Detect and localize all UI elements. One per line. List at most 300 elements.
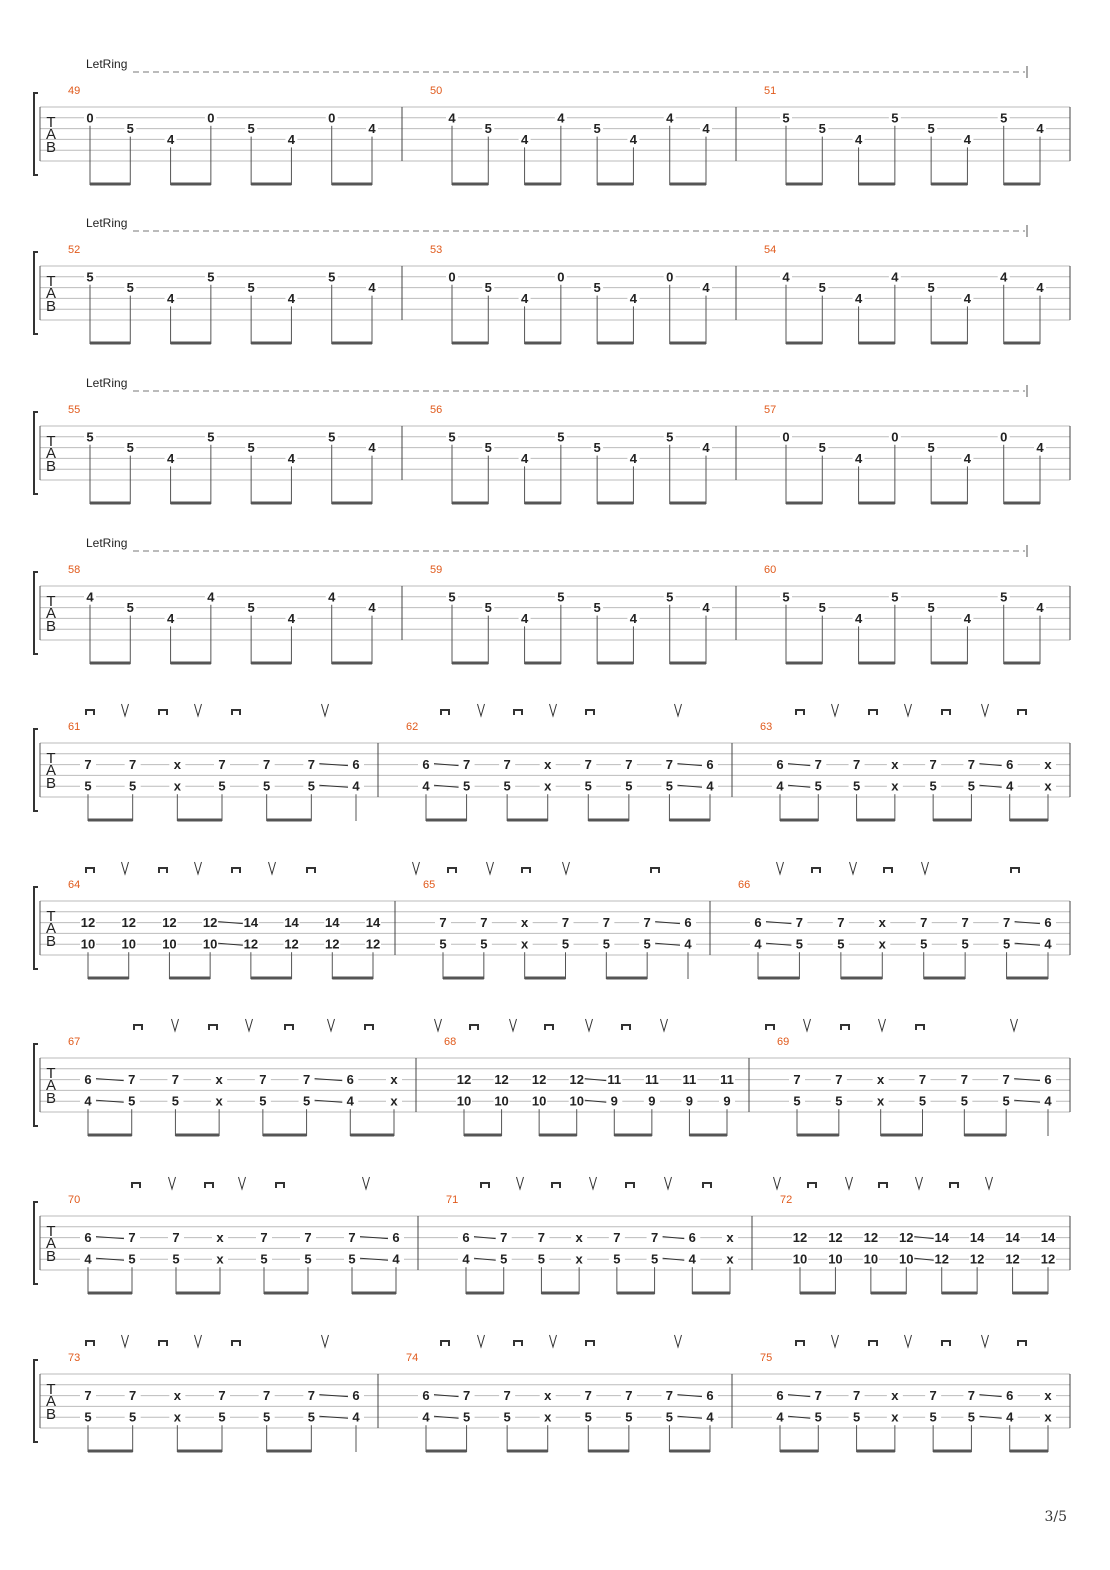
- tab-note: 7: [172, 1230, 180, 1246]
- upstroke-mark: [986, 1177, 993, 1189]
- tab-note: 7: [814, 757, 822, 773]
- measure-number: 65: [423, 879, 436, 891]
- tab-note: 5: [967, 1409, 976, 1425]
- tab-note: 5: [650, 1251, 659, 1267]
- dead-note: x: [216, 1251, 224, 1267]
- upstroke-mark: [246, 1019, 253, 1031]
- tab-note: 11: [682, 1072, 697, 1088]
- upstroke-mark: [517, 1177, 524, 1189]
- tab-note: 4: [963, 290, 972, 306]
- downstroke-mark: [766, 1025, 774, 1030]
- dead-note: x: [173, 757, 181, 773]
- upstroke-mark: [982, 1335, 989, 1347]
- upstroke-mark: [774, 1177, 781, 1189]
- downstroke-mark: [232, 1341, 240, 1346]
- measure-number: 68: [444, 1036, 457, 1048]
- tab-note: 5: [503, 778, 511, 794]
- tab-note: 10: [863, 1251, 879, 1267]
- downstroke-mark: [86, 1341, 94, 1346]
- downstroke-mark: [134, 1025, 142, 1030]
- downstroke-mark: [276, 1183, 284, 1188]
- upstroke-mark: [269, 862, 276, 874]
- system-bracket: [34, 1202, 38, 1284]
- tab-note: 7: [302, 1072, 311, 1088]
- letring-label: LetRing: [86, 536, 128, 550]
- tab-note: 12: [828, 1230, 843, 1246]
- tab-note: 4: [629, 610, 638, 626]
- tab-note: 12: [494, 1072, 509, 1088]
- downstroke-mark: [879, 1183, 887, 1188]
- tab-note: 12: [80, 915, 96, 931]
- tab-note: 5: [967, 778, 976, 794]
- tab-note: 4: [963, 131, 972, 147]
- tab-note: 5: [818, 600, 826, 616]
- dead-note: x: [390, 1072, 398, 1088]
- upstroke-mark: [122, 1335, 129, 1347]
- tab-note: 5: [247, 600, 255, 616]
- tab-note: 5: [129, 1409, 137, 1425]
- upstroke-mark: [122, 704, 129, 716]
- tab-note: 5: [891, 110, 899, 126]
- system-8: [34, 1177, 1070, 1294]
- upstroke-mark: [665, 1177, 672, 1189]
- tab-note: 6: [84, 1072, 92, 1088]
- tab-note: 4: [287, 290, 296, 306]
- tab-note: 7: [643, 915, 651, 931]
- tab-note: 7: [625, 1388, 633, 1404]
- tab-note: 9: [685, 1093, 694, 1109]
- tab-note: 5: [1000, 589, 1008, 605]
- tab-note: 10: [828, 1251, 843, 1267]
- downstroke-mark: [522, 868, 530, 873]
- upstroke-mark: [590, 1177, 597, 1189]
- system-3: [34, 376, 1070, 504]
- tab-note: 5: [247, 440, 255, 456]
- tab-note: 14: [243, 915, 259, 931]
- tab-note: 4: [207, 589, 215, 605]
- tab-note: 7: [920, 915, 928, 931]
- measure-number: 75: [760, 1352, 773, 1364]
- downstroke-mark: [441, 710, 449, 715]
- tab-note: 5: [448, 429, 456, 445]
- tab-note: 7: [503, 757, 511, 773]
- tab-note: 7: [918, 1072, 927, 1088]
- tab-note: 5: [207, 269, 215, 285]
- tab-note: 14: [365, 915, 381, 931]
- upstroke-mark: [675, 704, 682, 716]
- tab-note: 5: [920, 936, 928, 952]
- tab-note: 5: [929, 778, 937, 794]
- tab-note: 5: [666, 589, 674, 605]
- tab-note: 4: [86, 589, 94, 605]
- system-bracket: [34, 252, 38, 334]
- tab-note: 7: [171, 1072, 180, 1088]
- upstroke-mark: [846, 1177, 853, 1189]
- tab-note: 10: [121, 936, 136, 952]
- tab-note: 4: [462, 1251, 470, 1267]
- tab-note: 5: [126, 440, 134, 456]
- tab-note: 10: [569, 1093, 584, 1109]
- tab-note: 10: [456, 1093, 472, 1109]
- tab-note: 6: [422, 1388, 430, 1404]
- tab-note: 4: [706, 778, 714, 794]
- upstroke-mark: [239, 1177, 246, 1189]
- dead-note: x: [215, 1072, 223, 1088]
- dead-note: x: [544, 1388, 552, 1404]
- upstroke-mark: [413, 862, 420, 874]
- tab-note: 4: [520, 131, 529, 147]
- downstroke-mark: [950, 1183, 958, 1188]
- tab-note: 6: [352, 757, 360, 773]
- dead-note: x: [390, 1093, 398, 1109]
- tab-note: 7: [1002, 1072, 1010, 1088]
- tab-note: 9: [610, 1093, 618, 1109]
- tab-note: 5: [961, 936, 969, 952]
- measure-number: 52: [68, 244, 81, 256]
- tab-note: 7: [84, 757, 92, 773]
- tab-note: 5: [593, 440, 601, 456]
- tab-note: 12: [456, 1072, 472, 1088]
- tab-note: 0: [782, 429, 790, 445]
- tab-clef-b: B: [45, 298, 57, 315]
- tab-note: 6: [776, 1388, 784, 1404]
- tab-note: 12: [284, 936, 299, 952]
- tab-note: 4: [963, 610, 972, 626]
- tab-note: 4: [702, 280, 710, 296]
- tab-clef-b: B: [45, 618, 57, 635]
- tab-note: 5: [602, 936, 610, 952]
- tab-note: 4: [1036, 600, 1044, 616]
- tab-note: 5: [593, 600, 601, 616]
- tab-note: 5: [247, 280, 255, 296]
- tab-note: 6: [706, 1388, 714, 1404]
- tab-note: 5: [927, 121, 935, 137]
- tab-note: 5: [84, 778, 92, 794]
- tab-clef-t: T: [46, 273, 56, 290]
- tab-note: 10: [162, 936, 177, 952]
- dead-note: x: [575, 1251, 583, 1267]
- upstroke-mark: [586, 1019, 593, 1031]
- tab-note: 5: [537, 1251, 546, 1267]
- tab-clef-t: T: [46, 114, 56, 131]
- tab-note: 5: [818, 440, 826, 456]
- dead-note: x: [1044, 778, 1052, 794]
- downstroke-mark: [132, 1183, 140, 1188]
- tab-note: 7: [625, 757, 633, 773]
- tab-clef-t: T: [46, 433, 56, 450]
- tab-note: 5: [307, 1409, 315, 1425]
- tab-clef-a: A: [45, 1077, 57, 1094]
- tab-note: 4: [166, 610, 175, 626]
- tab-note: 5: [263, 778, 271, 794]
- tab-note: 7: [967, 1388, 976, 1404]
- upstroke-mark: [675, 1335, 682, 1347]
- tab-note: 5: [207, 429, 215, 445]
- system-4: [34, 536, 1070, 664]
- tab-clef-b: B: [45, 775, 57, 792]
- tab-note: 4: [776, 778, 784, 794]
- tab-note: 7: [852, 1388, 861, 1404]
- tab-note: 0: [1000, 429, 1008, 445]
- tab-note: 5: [171, 1093, 180, 1109]
- tab-note: 4: [166, 131, 175, 147]
- tab-clef-t: T: [46, 593, 56, 610]
- tab-note: 4: [352, 1409, 360, 1425]
- tab-note: 7: [128, 1072, 136, 1088]
- tab-note: 7: [665, 757, 674, 773]
- tab-note: 14: [1005, 1230, 1020, 1246]
- dead-note: x: [878, 915, 886, 931]
- tab-note: 0: [328, 110, 336, 126]
- tab-note: 12: [863, 1230, 879, 1246]
- downstroke-mark: [307, 868, 315, 873]
- tab-note: 10: [202, 936, 218, 952]
- tab-note: 5: [503, 1409, 511, 1425]
- measure-number: 56: [430, 404, 443, 416]
- tab-note: 5: [484, 121, 492, 137]
- upstroke-mark: [550, 1335, 557, 1347]
- downstroke-mark: [86, 710, 94, 715]
- tab-note: 7: [960, 1072, 968, 1088]
- tab-note: 12: [792, 1230, 808, 1246]
- tab-note: 4: [1036, 440, 1044, 456]
- downstroke-mark: [232, 868, 240, 873]
- upstroke-mark: [363, 1177, 370, 1189]
- upstroke-mark: [195, 862, 202, 874]
- system-6: [34, 862, 1070, 979]
- measure-number: 66: [738, 879, 751, 891]
- tab-note: 5: [128, 1093, 136, 1109]
- tab-note: 4: [287, 131, 296, 147]
- upstroke-mark: [905, 704, 912, 716]
- tab-note: 5: [782, 589, 790, 605]
- tab-note: 9: [723, 1093, 731, 1109]
- tab-note: 7: [1002, 915, 1011, 931]
- tab-note: 5: [818, 121, 826, 137]
- tab-note: 7: [462, 757, 471, 773]
- measure-number: 53: [430, 244, 443, 256]
- tab-note: 5: [584, 778, 592, 794]
- tab-note: 4: [1006, 778, 1014, 794]
- downstroke-mark: [481, 1183, 489, 1188]
- tab-note: 5: [593, 280, 601, 296]
- tab-note: 7: [793, 1072, 801, 1088]
- tab-note: 4: [166, 290, 175, 306]
- tab-note: 4: [854, 450, 863, 466]
- tab-note: 5: [128, 1251, 136, 1267]
- tab-note: 6: [1044, 1072, 1052, 1088]
- tab-clef-a: A: [45, 445, 57, 462]
- tab-note: 4: [448, 110, 456, 126]
- downstroke-mark: [159, 868, 167, 873]
- downstroke-mark: [812, 868, 820, 873]
- tab-note: 4: [287, 610, 296, 626]
- tab-note: 4: [84, 1251, 92, 1267]
- tab-note: 7: [263, 757, 271, 773]
- tab-note: 4: [702, 121, 710, 137]
- tab-note: 5: [129, 778, 137, 794]
- tab-note: 5: [665, 1409, 674, 1425]
- tab-note: 5: [462, 1409, 471, 1425]
- tab-note: 4: [702, 600, 710, 616]
- downstroke-mark: [651, 868, 659, 873]
- tab-note: 5: [172, 1251, 180, 1267]
- tab-note: 0: [207, 110, 215, 126]
- downstroke-mark: [942, 1341, 950, 1346]
- tab-clef-b: B: [45, 458, 57, 475]
- downstroke-mark: [285, 1025, 293, 1030]
- tab-clef-t: T: [46, 1065, 56, 1082]
- tab-note: 6: [706, 757, 714, 773]
- tab-note: 5: [328, 429, 336, 445]
- tab-note: 4: [854, 290, 863, 306]
- tab-note: 7: [537, 1230, 546, 1246]
- tab-note: 4: [520, 610, 529, 626]
- tab-note: 5: [263, 1409, 271, 1425]
- measure-number: 55: [68, 404, 81, 416]
- dead-note: x: [173, 778, 181, 794]
- tab-note: 7: [929, 1388, 937, 1404]
- tab-note: 4: [629, 450, 638, 466]
- tab-note: 6: [776, 757, 784, 773]
- tab-note: 5: [462, 778, 471, 794]
- tab-note: 11: [720, 1072, 734, 1088]
- dead-note: x: [1044, 1388, 1052, 1404]
- tab-note: 4: [688, 1251, 696, 1267]
- measure-number: 51: [764, 85, 777, 97]
- downstroke-mark: [942, 710, 950, 715]
- tab-note: 6: [684, 915, 692, 931]
- upstroke-mark: [832, 704, 839, 716]
- upstroke-mark: [982, 704, 989, 716]
- tab-note: 6: [754, 915, 762, 931]
- downstroke-mark: [586, 1341, 594, 1346]
- dead-note: x: [521, 936, 529, 952]
- tab-note: 12: [899, 1230, 914, 1246]
- downstroke-mark: [622, 1025, 630, 1030]
- tab-note: 12: [202, 915, 218, 931]
- system-bracket: [34, 1044, 38, 1126]
- letring-label: LetRing: [86, 376, 128, 390]
- tab-note: 5: [1000, 110, 1008, 126]
- tab-note: 4: [166, 450, 175, 466]
- tab-note: 7: [584, 757, 592, 773]
- tab-note: 5: [835, 1093, 843, 1109]
- dead-note: x: [891, 1388, 899, 1404]
- tab-clef-a: A: [45, 1235, 57, 1252]
- tab-note: 7: [852, 757, 861, 773]
- tab-note: 6: [346, 1072, 354, 1088]
- upstroke-mark: [487, 862, 494, 874]
- tab-note: 0: [86, 110, 94, 126]
- tab-clef-b: B: [45, 139, 57, 156]
- system-9: [34, 1335, 1070, 1452]
- tab-note: 10: [899, 1251, 914, 1267]
- upstroke-mark: [1011, 1019, 1018, 1031]
- upstroke-mark: [850, 862, 857, 874]
- downstroke-mark: [209, 1025, 217, 1030]
- downstroke-mark: [703, 1183, 711, 1188]
- tab-note: 6: [392, 1230, 400, 1246]
- dead-note: x: [877, 1093, 885, 1109]
- dead-note: x: [544, 1409, 552, 1425]
- tab-note: 12: [531, 1072, 547, 1088]
- tab-note: 4: [963, 450, 972, 466]
- downstroke-mark: [796, 710, 804, 715]
- tab-note: 7: [129, 1388, 137, 1404]
- tab-note: 5: [852, 778, 861, 794]
- upstroke-mark: [879, 1019, 886, 1031]
- tab-note: 5: [814, 1409, 822, 1425]
- measure-number: 59: [430, 564, 443, 576]
- downstroke-mark: [448, 868, 456, 873]
- tab-note: 12: [934, 1251, 949, 1267]
- measure-number: 63: [760, 721, 773, 733]
- measure-number: 60: [764, 564, 777, 576]
- tab-note: 5: [328, 269, 336, 285]
- tab-note: 5: [927, 440, 935, 456]
- tab-note: 4: [287, 450, 296, 466]
- dead-note: x: [877, 1072, 885, 1088]
- tab-note: 5: [625, 778, 633, 794]
- tab-note: 4: [422, 1409, 430, 1425]
- tab-note: 0: [557, 269, 565, 285]
- dead-note: x: [544, 757, 552, 773]
- tab-note: 7: [650, 1230, 659, 1246]
- tab-note: 6: [1006, 757, 1014, 773]
- tab-note: 14: [1040, 1230, 1056, 1246]
- tab-note: 4: [368, 121, 376, 137]
- tab-note: 7: [218, 1388, 226, 1404]
- tab-note: 7: [218, 757, 226, 773]
- downstroke-mark: [514, 710, 522, 715]
- upstroke-mark: [322, 704, 329, 716]
- tab-note: 7: [307, 1388, 315, 1404]
- tab-note: 5: [593, 121, 601, 137]
- tab-note: 12: [162, 915, 177, 931]
- upstroke-mark: [195, 1335, 202, 1347]
- tab-note: 4: [776, 1409, 784, 1425]
- upstroke-mark: [322, 1335, 329, 1347]
- tab-clef-b: B: [45, 1406, 57, 1423]
- tab-note: 10: [494, 1093, 509, 1109]
- tab-clef-t: T: [46, 1223, 56, 1240]
- measure-number: 73: [68, 1352, 81, 1364]
- tab-note: 7: [835, 1072, 843, 1088]
- tab-note: 4: [684, 936, 692, 952]
- upstroke-mark: [169, 1177, 176, 1189]
- tab-note: 7: [307, 757, 315, 773]
- tab-note: 5: [960, 1093, 968, 1109]
- tab-note: 4: [392, 1251, 400, 1267]
- tab-clef-t: T: [46, 908, 56, 925]
- tab-note: 7: [584, 1388, 592, 1404]
- tab-clef-a: A: [45, 126, 57, 143]
- tab-note: 4: [368, 600, 376, 616]
- tab-note: 5: [218, 1409, 226, 1425]
- dead-note: x: [891, 1409, 899, 1425]
- upstroke-mark: [905, 1335, 912, 1347]
- dead-note: x: [878, 936, 886, 952]
- tab-note: 0: [666, 269, 674, 285]
- tab-note: 5: [307, 778, 315, 794]
- dead-note: x: [173, 1409, 181, 1425]
- tab-note: 4: [368, 280, 376, 296]
- tab-note: 12: [969, 1251, 985, 1267]
- tab-note: 4: [520, 450, 529, 466]
- measure-number: 62: [406, 721, 419, 733]
- tab-note: 7: [665, 1388, 674, 1404]
